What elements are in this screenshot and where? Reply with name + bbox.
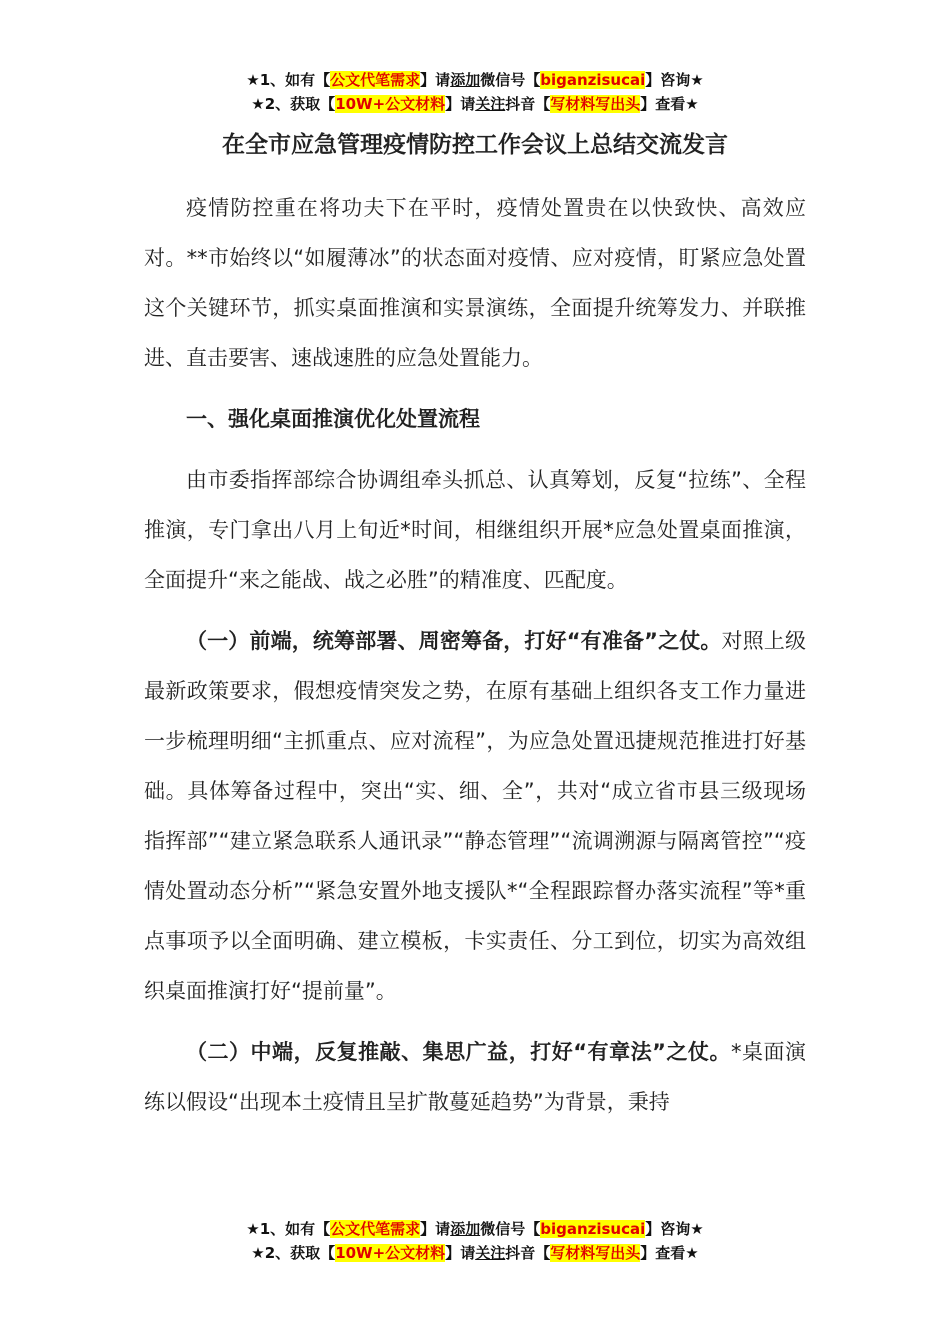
highlight-wechat-id: biganzisucai bbox=[540, 71, 646, 89]
banner-line-1: ★1、如有【公文代笔需求】请添加微信号【biganzisucai】咨询★ bbox=[246, 71, 704, 89]
header-banner bbox=[0, 68, 950, 116]
footer-banner bbox=[0, 1217, 950, 1265]
highlight-materials: 10W+公文材料 bbox=[335, 95, 446, 113]
footer-line-1: ★1、如有【公文代笔需求】请添加微信号【biganzisucai】咨询★ bbox=[246, 1220, 704, 1238]
highlight-ghostwriting: 公文代笔需求 bbox=[330, 71, 421, 89]
subsection-1-lead: （一）前端，统筹部署、周密筹备，打好“有准备”之仗。 bbox=[186, 629, 722, 653]
section-1-paragraph: 由市委指挥部综合协调组牵头抓总、认真筹划，反复“拉练”、全程推演，专门拿出八月上旬近*时间，相继组织开展*应急处置桌面推演，全面提升“来之能战、战之必胜”的精准度、匹配度。 bbox=[144, 468, 806, 592]
highlight-douyin: 写材料写出头 bbox=[550, 95, 641, 113]
document-body bbox=[144, 183, 806, 1127]
subsection-1-paragraph: （一）前端，统筹部署、周密筹备，打好“有准备”之仗。对照上级最新政策要求，假想疫情突发之势，在原有基础上组织各支工作力量进一步梳理明细“主抓重点、应对流程”，为应急处置迅捷规范推进打好基础。具体筹备过程中，突出“实、细、全”，共对“成立省市县三级现场指挥部”“建立紧急联系人通讯录”“静态管理”“流调溯源与隔离管控”“疫情处置动态分析”“紧急安置外地支援队*“全程跟踪督办落实流程”等*重点事项予以全面明确、建立模板，卡实责任、分工到位，切实为高效组织桌面推演打好“提前量”。 bbox=[144, 629, 807, 1003]
section-heading-1: 一、强化桌面推演优化处置流程 bbox=[186, 407, 480, 431]
subsection-2-lead: （二）中端，反复推敲、集思广益，打好“有章法”之仗。 bbox=[186, 1040, 731, 1064]
subsection-2-paragraph: （二）中端，反复推敲、集思广益，打好“有章法”之仗。*桌面演练以假设“出现本土疫情且呈扩散蔓延趋势”为背景，秉持 bbox=[144, 1040, 806, 1114]
banner-line-2: ★2、获取【10W+公文材料】请关注抖音【写材料写出头】查看★ bbox=[251, 95, 699, 113]
intro-paragraph: 疫情防控重在将功夫下在平时，疫情处置贵在以快致快、高效应对。**市始终以“如履薄冰”的状态面对疫情、应对疫情，盯紧应急处置这个关键环节，抓实桌面推演和实景演练，全面提升统筹发力、并联推进、直击要害、速战速胜的应急处置能力。 bbox=[144, 196, 806, 370]
document-title: 在全市应急管理疫情防控工作会议上总结交流发言 bbox=[222, 132, 728, 158]
footer-line-2: ★2、获取【10W+公文材料】请关注抖音【写材料写出头】查看★ bbox=[251, 1244, 699, 1262]
